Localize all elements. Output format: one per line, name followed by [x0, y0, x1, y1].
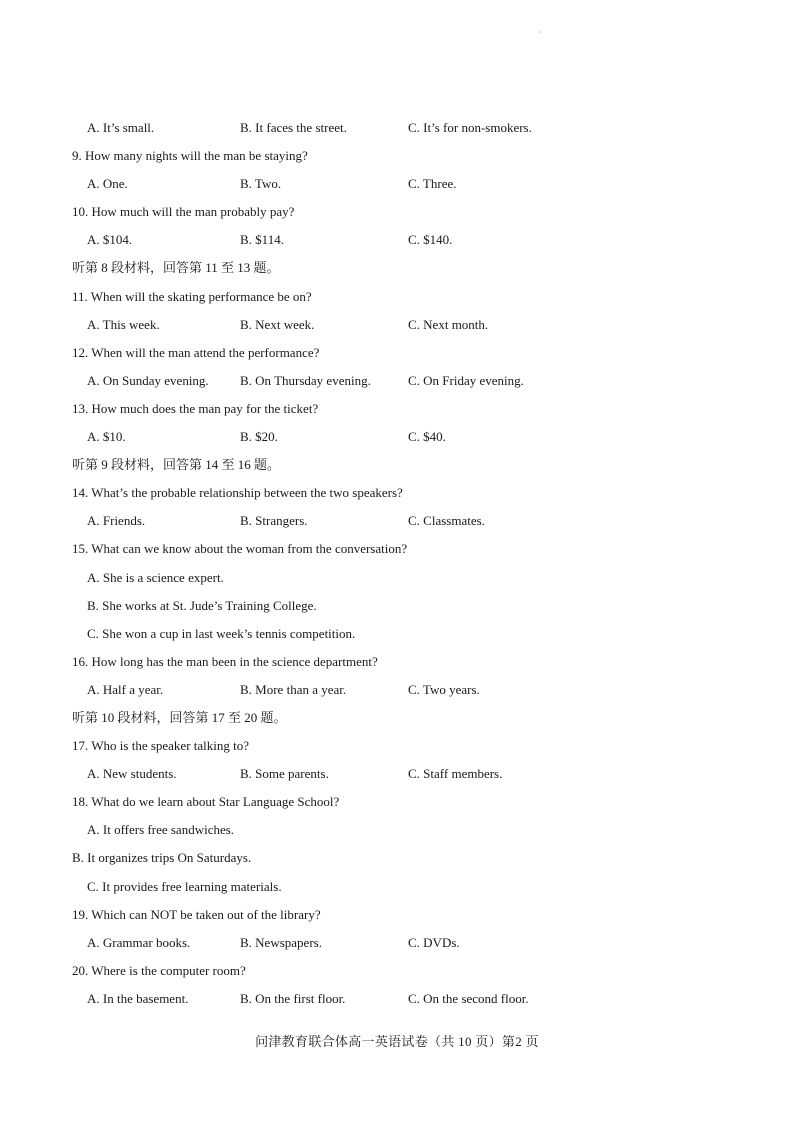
question-20: 20. Where is the computer room? — [72, 962, 246, 978]
scan-dot: · — [538, 28, 541, 37]
option-c: C. DVDs. — [408, 934, 460, 950]
page-footer: 问津教育联合体高一英语试卷（共 10 页）第2 页 — [255, 1034, 539, 1049]
option-b: B. It organizes trips On Saturdays. — [72, 850, 252, 866]
question-13: 13. How much does the man pay for the ticket? — [72, 400, 319, 416]
option-c: C. It provides free learning materials. — [87, 878, 282, 894]
option-b: B. More than a year. — [240, 681, 347, 697]
option-b: B. $114. — [240, 232, 284, 248]
option-b: B. Some parents. — [240, 766, 329, 782]
q16-options — [72, 680, 722, 708]
question-15: 15. What can we know about the woman from the conversation? — [72, 541, 408, 557]
option-a: A. In the basement. — [87, 990, 189, 1006]
option-c: C. Two years. — [408, 681, 480, 697]
option-a: A. This week. — [87, 316, 160, 332]
option-a: A. $104. — [87, 232, 133, 248]
option-b: B. It faces the street. — [240, 120, 347, 135]
option-a: A. Friends. — [87, 513, 146, 529]
question-10: 10. How much will the man probably pay? — [72, 204, 295, 220]
question-17: 17. Who is the speaker talking to? — [72, 738, 250, 754]
section-10-heading: 听第 10 段材料，回答第 17 至 20 题。 — [72, 709, 287, 725]
option-b: B. Strangers. — [240, 513, 308, 529]
q14-options — [72, 511, 722, 539]
q20-options — [72, 989, 722, 1017]
question-18: 18. What do we learn about Star Language School? — [72, 794, 340, 810]
q8-options — [72, 118, 722, 146]
option-c: C. Staff members. — [408, 766, 503, 782]
option-b: B. $20. — [240, 429, 278, 445]
question-14: 14. What’s the probable relationship between the two speakers? — [72, 485, 403, 501]
question-16: 16. How long has the man been in the science department? — [72, 653, 378, 669]
q11-options — [72, 315, 722, 343]
q19-options — [72, 933, 722, 961]
question-list — [72, 118, 722, 1017]
option-b: B. On the first floor. — [240, 990, 346, 1006]
option-a: A. New students. — [87, 766, 177, 782]
question-19: 19. Which can NOT be taken out of the library? — [72, 906, 321, 922]
option-b: B. Next week. — [240, 316, 315, 332]
option-c: C. Three. — [408, 176, 457, 192]
option-a: A. She is a science expert. — [87, 569, 224, 585]
option-c: C. $140. — [408, 232, 453, 248]
option-b: B. Newspapers. — [240, 934, 322, 950]
option-a: A. $10. — [87, 429, 126, 445]
question-9: 9. How many nights will the man be staying? — [72, 148, 308, 164]
option-c: C. Next month. — [408, 316, 489, 332]
option-c: C. On the second floor. — [408, 990, 529, 1006]
q12-options — [72, 371, 722, 399]
option-b: B. On Thursday evening. — [240, 372, 371, 388]
section-9-heading: 听第 9 段材料，回答第 14 至 16 题。 — [72, 457, 281, 473]
q10-options — [72, 230, 722, 258]
option-b: B. She works at St. Jude’s Training College. — [87, 597, 317, 613]
option-c: C. On Friday evening. — [408, 372, 524, 388]
option-a: A. It’s small. — [87, 120, 155, 135]
q13-options — [72, 427, 722, 455]
option-c: C. It’s for non-smokers. — [408, 120, 532, 135]
option-a: A. Half a year. — [87, 681, 164, 697]
option-a: A. Grammar books. — [87, 934, 191, 950]
question-11: 11. When will the skating performance be on? — [72, 288, 312, 304]
section-8-heading: 听第 8 段材料，回答第 11 至 13 题。 — [72, 260, 280, 276]
option-a: A. On Sunday evening. — [87, 372, 209, 388]
q9-options — [72, 174, 722, 202]
option-a: A. One. — [87, 176, 128, 192]
option-a: A. It offers free sandwiches. — [87, 822, 235, 838]
option-b: B. Two. — [240, 176, 282, 192]
option-c: C. She won a cup in last week’s tennis competition. — [87, 625, 356, 641]
question-12: 12. When will the man attend the performance? — [72, 344, 320, 360]
option-c: C. $40. — [408, 429, 446, 445]
q17-options — [72, 764, 722, 792]
option-c: C. Classmates. — [408, 513, 485, 529]
